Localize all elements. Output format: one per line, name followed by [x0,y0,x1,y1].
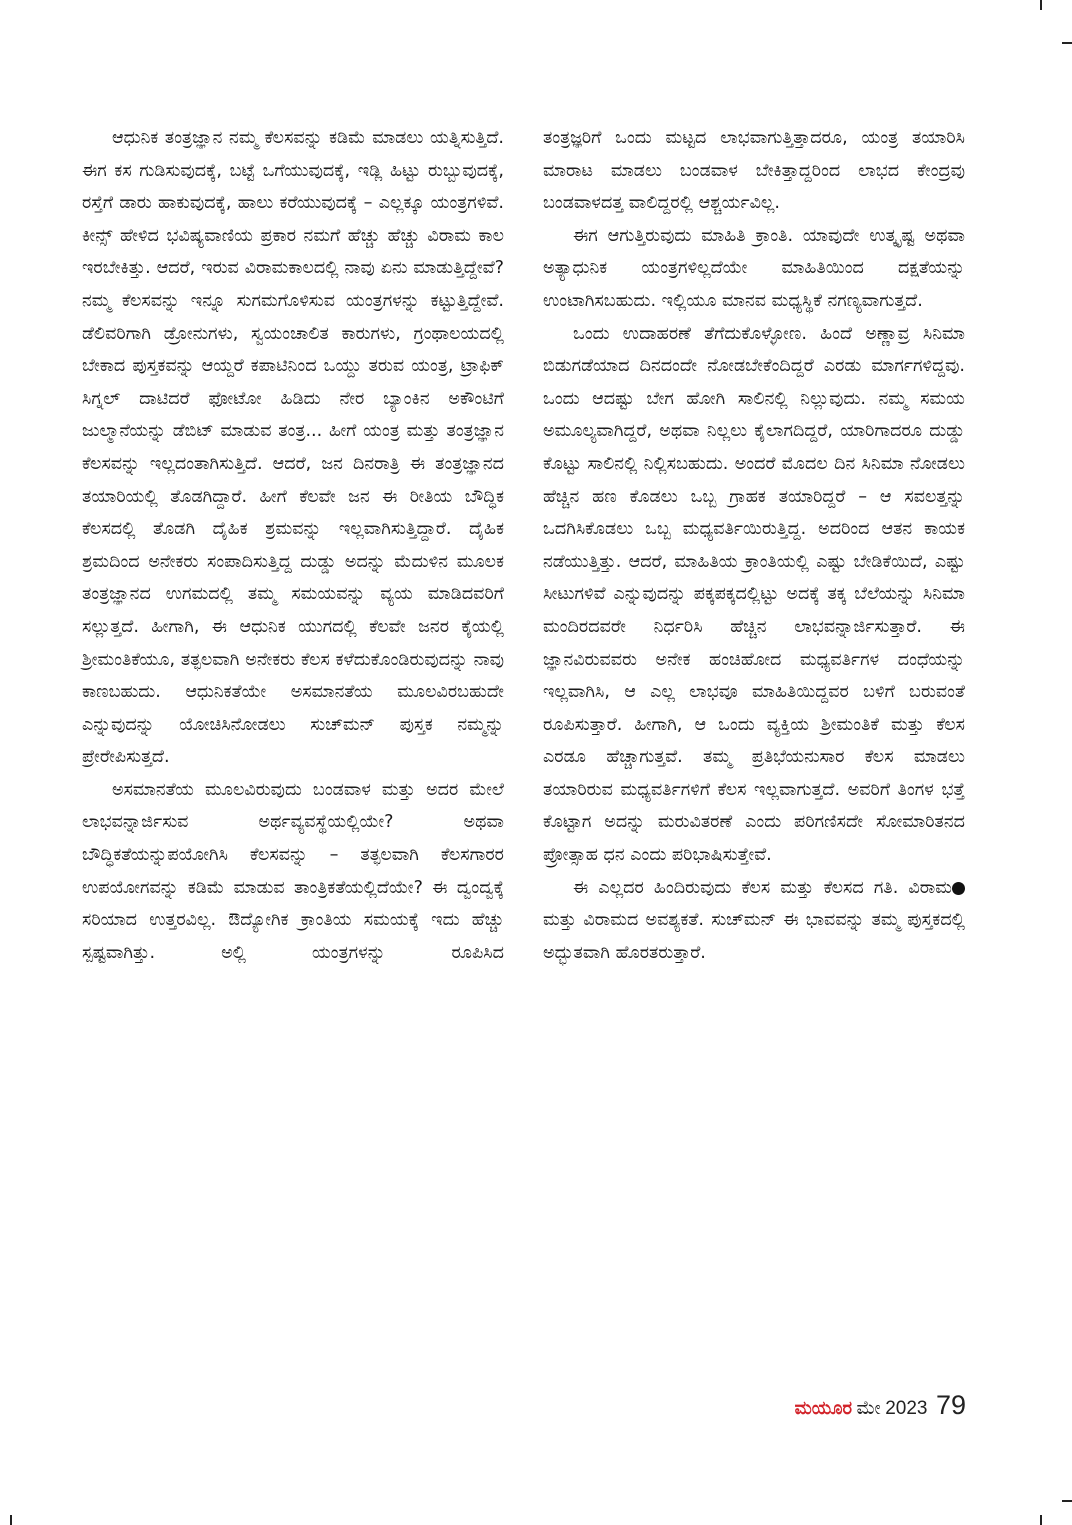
crop-mark-bottom-right [1040,1515,1042,1525]
article-column-right [543,122,965,969]
paragraph: ಅಸಮಾನತೆಯ ಮೂಲವಿರುವುದು ಬಂಡವಾಳ ಮತ್ತು ಅದರ ಮೇಲೆ ಲಾಭವನ್ನಾರ್ಜಿಸುವ ಅರ್ಥವ್ಯವಸ್ಥೆಯಲ್ಲಿಯೇ? ಅಥವಾ ಬೌದ್ಧಿಕತೆಯನ್ನುಪಯೋಗಿಸಿ ಕೆಲಸವನ್ನು – ತತ್ಫಲವಾಗಿ ಕೆಲಸಗಾರರ ಉಪಯೋಗವನ್ನು ಕಡಿಮೆ ಮಾಡುವ ತಾಂತ್ರಿಕತೆಯಲ್ಲಿದೆಯೇ? ಈ ದ್ವಂದ್ವಕ್ಕೆ ಸರಿಯಾದ ಉತ್ತರವಿಲ್ಲ. ಔದ್ಯೋಗಿಕ ಕ್ರಾಂತಿಯ ಸಮಯಕ್ಕೆ ಇದು ಹೆಚ್ಚು ಸ್ಪಷ್ಟವಾಗಿತ್ತು. ಅಲ್ಲಿ ಯಂತ್ರಗಳನ್ನು ರೂಪಿಸಿದ [82,779,504,963]
magazine-logo: ಮಯೂರ [794,1398,852,1418]
crop-mark-top-right [1040,0,1042,10]
paragraph-final [543,872,965,970]
issue-month: ಮೇ [856,1398,881,1419]
page-footer [736,1390,966,1421]
article-column-left [82,122,504,969]
paragraph-text: ಈ ಎಲ್ಲದರ ಹಿಂದಿರುವುದು ಕೆಲಸ ಮತ್ತು ಕೆಲಸದ ಗತಿ. ವಿರಾಮ ಮತ್ತು ವಿರಾಮದ ಅವಶ್ಯಕತೆ. ಸುಚ್‌ಮನ್ ಈ ಭಾವವನ್ನು ತಮ್ಮ ಪುಸ್ತಕದಲ್ಲಿ ಅದ್ಭುತವಾಗಿ ಹೊರತರುತ್ತಾರೆ. [543,877,965,963]
paragraph: ಒಂದು ಉದಾಹರಣೆ ತೆಗೆದುಕೊಳ್ಳೋಣ. ಹಿಂದೆ ಅಣ್ಣಾವ್ರ ಸಿನಿಮಾ ಬಿಡುಗಡೆಯಾದ ದಿನದಂದೇ ನೋಡಬೇಕೆಂದಿದ್ದರೆ ಎರಡು ಮಾರ್ಗಗಳಿದ್ದವು. ಒಂದು ಆದಷ್ಟು ಬೇಗ ಹೋಗಿ ಸಾಲಿನಲ್ಲಿ ನಿಲ್ಲುವುದು. ನಮ್ಮ ಸಮಯ ಅಮೂಲ್ಯವಾಗಿದ್ದರೆ, ಅಥವಾ ನಿಲ್ಲಲು ಕೈಲಾಗದಿದ್ದರೆ, ಯಾರಿಗಾದರೂ ದುಡ್ಡು ಕೊಟ್ಟು ಸಾಲಿನಲ್ಲಿ ನಿಲ್ಲಿಸಬಹುದು. ಅಂದರೆ ಮೊದಲ ದಿನ ಸಿನಿಮಾ ನೋಡಲು ಹೆಚ್ಚಿನ ಹಣ ಕೊಡಲು ಒಬ್ಬ ಗ್ರಾಹಕ ತಯಾರಿದ್ದರೆ – ಆ ಸವಲತ್ತನ್ನು ಒದಗಿಸಿಕೊಡಲು ಒಬ್ಬ ಮಧ್ಯವರ್ತಿಯಿರುತ್ತಿದ್ದ. ಅದರಿಂದ ಆತನ ಕಾಯಕ ನಡೆಯುತ್ತಿತ್ತು. ಆದರೆ, ಮಾಹಿತಿಯ ಕ್ರಾಂತಿಯಲ್ಲಿ ಎಷ್ಟು ಬೇಡಿಕೆಯಿದೆ, ಎಷ್ಟು ಸೀಟುಗಳಿವೆ ಎನ್ನುವುದನ್ನು ಪಕ್ಕಪಕ್ಕದಲ್ಲಿಟ್ಟು ಅದಕ್ಕೆ ತಕ್ಕ ಬೆಲೆಯನ್ನು ಸಿನಿಮಾ ಮಂದಿರದವರೇ ನಿರ್ಧರಿಸಿ ಹೆಚ್ಚಿನ ಲಾಭವನ್ನಾರ್ಜಿಸುತ್ತಾರೆ. ಈ ಜ್ಞಾನವಿರುವವರು ಅನೇಕ ಹಂಚಿಹೋದ ಮಧ್ಯವರ್ತಿಗಳ ದಂಧೆಯನ್ನು ಇಲ್ಲವಾಗಿಸಿ, ಆ ಎಲ್ಲ ಲಾಭವೂ ಮಾಹಿತಿಯಿದ್ದವರ ಬಳಿಗೆ ಬರುವಂತೆ ರೂಪಿಸುತ್ತಾರೆ. ಹೀಗಾಗಿ, ಆ ಒಂದು ವ್ಯಕ್ತಿಯ ಶ್ರೀಮಂತಿಕೆ ಮತ್ತು ಕೆಲಸ ಎರಡೂ ಹೆಚ್ಚಾಗುತ್ತವೆ. ತಮ್ಮ ಪ್ರತಿಭೆಯನುಸಾರ ಕೆಲಸ ಮಾಡಲು ತಯಾರಿರುವ ಮಧ್ಯವರ್ತಿಗಳಿಗೆ ಕೆಲಸ ಇಲ್ಲವಾಗುತ್ತದೆ. ಅವರಿಗೆ ತಿಂಗಳ ಭತ್ತೆ ಕೊಟ್ಟಾಗ ಅದನ್ನು ಮರುವಿತರಣೆ ಎಂದು ಪರಿಗಣಿಸದೇ ಸೋಮಾರಿತನದ ಪ್ರೋತ್ಸಾಹ ಧನ ಎಂದು ಪರಿಭಾಷಿಸುತ್ತೇವೆ. [543,323,965,866]
end-of-article-bullet-icon [952,882,965,895]
crop-mark-right-upper [1062,42,1072,44]
issue-year: 2023 [885,1398,928,1419]
paragraph: ತಂತ್ರಜ್ಞರಿಗೆ ಒಂದು ಮಟ್ಟದ ಲಾಭವಾಗುತ್ತಿತ್ತಾದರೂ, ಯಂತ್ರ ತಯಾರಿಸಿ ಮಾರಾಟ ಮಾಡಲು ಬಂಡವಾಳ ಬೇಕಿತ್ತಾದ್ದರಿಂದ ಲಾಭದ ಕೇಂದ್ರವು ಬಂಡವಾಳದತ್ತ ವಾಲಿದ್ದರಲ್ಲಿ ಆಶ್ಚರ್ಯವಿಲ್ಲ. [543,128,965,214]
crop-mark-bottom-left [10,1515,12,1525]
page-number: 79 [935,1390,966,1420]
paragraph: ಆಧುನಿಕ ತಂತ್ರಜ್ಞಾನ ನಮ್ಮ ಕೆಲಸವನ್ನು ಕಡಿಮೆ ಮಾಡಲು ಯತ್ನಿಸುತ್ತಿದೆ. ಈಗ ಕಸ ಗುಡಿಸುವುದಕ್ಕೆ, ಬಟ್ಟೆ ಒಗೆಯುವುದಕ್ಕೆ, ಇಡ್ಲಿ ಹಿಟ್ಟು ರುಬ್ಬುವುದಕ್ಕೆ, ರಸ್ತೆಗೆ ಡಾರು ಹಾಕುವುದಕ್ಕೆ, ಹಾಲು ಕರೆಯುವುದಕ್ಕೆ – ಎಲ್ಲಕ್ಕೂ ಯಂತ್ರಗಳಿವೆ. ಕೀನ್ಸ್ ಹೇಳಿದ ಭವಿಷ್ಯವಾಣಿಯ ಪ್ರಕಾರ ನಮಗೆ ಹೆಚ್ಚು ಹೆಚ್ಚು ವಿರಾಮ ಕಾಲ ಇರಬೇಕಿತ್ತು. ಆದರೆ, ಇರುವ ವಿರಾಮಕಾಲದಲ್ಲಿ ನಾವು ಏನು ಮಾಡುತ್ತಿದ್ದೇವೆ? ನಮ್ಮ ಕೆಲಸವನ್ನು ಇನ್ನೂ ಸುಗಮಗೊಳಿಸುವ ಯಂತ್ರಗಳನ್ನು ಕಟ್ಟುತ್ತಿದ್ದೇವೆ. ಡೆಲಿವರಿಗಾಗಿ ಡ್ರೋನುಗಳು, ಸ್ವಯಂಚಾಲಿತ ಕಾರುಗಳು, ಗ್ರಂಥಾಲಯದಲ್ಲಿ ಬೇಕಾದ ಪುಸ್ತಕವನ್ನು ಆಯ್ದರೆ ಕಪಾಟಿನಿಂದ ಒಯ್ದು ತರುವ ಯಂತ್ರ, ಟ್ರಾಫಿಕ್ ಸಿಗ್ನಲ್ ದಾಟಿದರೆ ಫೋಟೋ ಹಿಡಿದು ನೇರ ಬ್ಯಾಂಕಿನ ಅಕೌಂಟಿಗೆ ಜುಲ್ಮಾನೆಯನ್ನು ಡೆಬಿಟ್ ಮಾಡುವ ತಂತ್ರ... ಹೀಗೆ ಯಂತ್ರ ಮತ್ತು ತಂತ್ರಜ್ಞಾನ ಕೆಲಸವನ್ನು ಇಲ್ಲದಂತಾಗಿಸುತ್ತಿದೆ. ಆದರೆ, ಜನ ದಿನರಾತ್ರಿ ಈ ತಂತ್ರಜ್ಞಾನದ ತಯಾರಿಯಲ್ಲಿ ತೊಡಗಿದ್ದಾರೆ. ಹೀಗೆ ಕೆಲವೇ ಜನ ಈ ರೀತಿಯ ಬೌದ್ಧಿಕ ಕೆಲಸದಲ್ಲಿ ತೊಡಗಿ ದೈಹಿಕ ಶ್ರಮವನ್ನು ಇಲ್ಲವಾಗಿಸುತ್ತಿದ್ದಾರೆ. ದೈಹಿಕ ಶ್ರಮದಿಂದ ಅನೇಕರು ಸಂಪಾದಿಸುತ್ತಿದ್ದ ದುಡ್ಡು ಅದನ್ನು ಮೆದುಳಿನ ಮೂಲಕ ತಂತ್ರಜ್ಞಾನದ ಉಗಮದಲ್ಲಿ ತಮ್ಮ ಸಮಯವನ್ನು ವ್ಯಯ ಮಾಡಿದವರಿಗೆ ಸಲ್ಲುತ್ತದೆ. ಹೀಗಾಗಿ, ಈ ಆಧುನಿಕ ಯುಗದಲ್ಲಿ ಕೆಲವೇ ಜನರ ಕೈಯಲ್ಲಿ ಶ್ರೀಮಂತಿಕೆಯೂ, ತತ್ಫಲವಾಗಿ ಅನೇಕರು ಕೆಲಸ ಕಳೆದುಕೊಂಡಿರುವುದನ್ನು ನಾವು ಕಾಣಬಹುದು. ಆಧುನಿಕತೆಯೇ ಅಸಮಾನತೆಯ ಮೂಲವಿರಬಹುದೇ ಎನ್ನುವುದನ್ನು ಯೋಚಿಸಿನೋಡಲು ಸುಚ್‌ಮನ್ ಪುಸ್ತಕ ನಮ್ಮನ್ನು ಪ್ರೇರೇಪಿಸುತ್ತದೆ. [82,128,504,768]
crop-mark-right-lower [1062,1500,1072,1502]
paragraph: ಈಗ ಆಗುತ್ತಿರುವುದು ಮಾಹಿತಿ ಕ್ರಾಂತಿ. ಯಾವುದೇ ಉತ್ಕೃಷ್ಟ ಅಥವಾ ಅತ್ಯಾಧುನಿಕ ಯಂತ್ರಗಳಿಲ್ಲದೆಯೇ ಮಾಹಿತಿಯಿಂದ ದಕ್ಷತೆಯನ್ನು ಉಂಟಾಗಿಸಬಹುದು. ಇಲ್ಲಿಯೂ ಮಾನವ ಮಧ್ಯಸ್ಥಿಕೆ ನಗಣ್ಯವಾಗುತ್ತದೆ. [543,225,965,311]
